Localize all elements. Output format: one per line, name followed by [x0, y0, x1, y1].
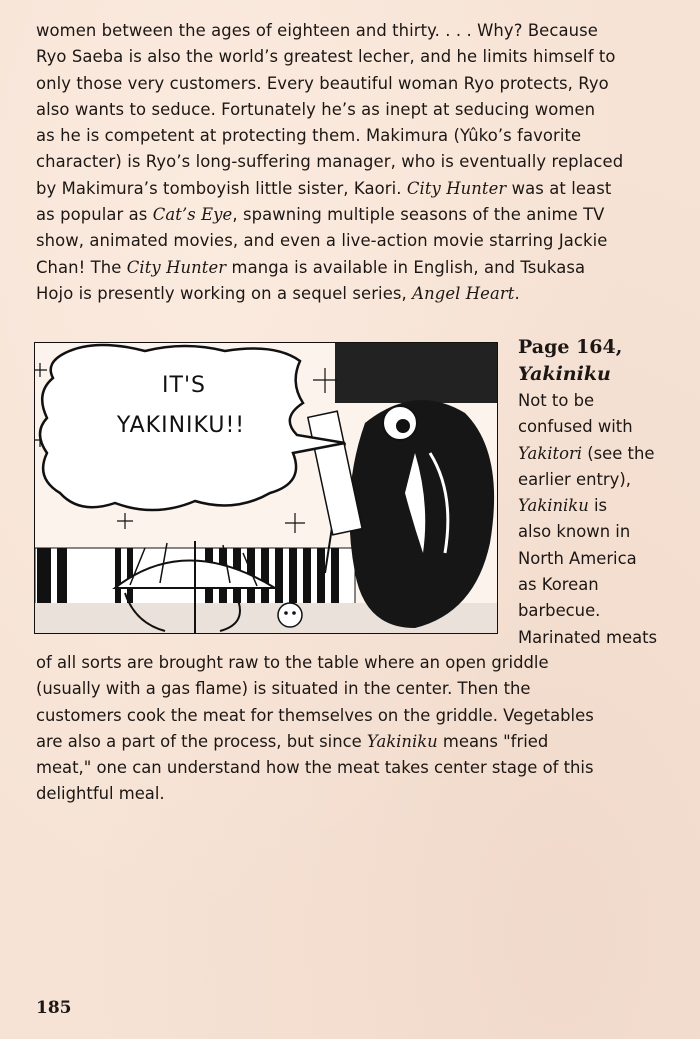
text-run: as popular as	[36, 205, 153, 225]
speech-bubble-line-2: YAKINIKU!!	[116, 413, 246, 438]
text-line: Marinated meats	[518, 627, 658, 647]
manga-panel-art	[35, 343, 497, 633]
text-run: is	[588, 496, 608, 516]
speech-bubble-line-1: IT'S	[162, 373, 206, 398]
text-line	[36, 729, 686, 755]
text-line: barbecue.	[518, 601, 601, 621]
body-paragraph-bottom	[36, 650, 686, 808]
italic-title: City Hunter	[126, 257, 227, 277]
text-run: manga is available in English, and Tsukasa	[226, 257, 586, 277]
italic-term: Yakiniku	[518, 496, 589, 516]
text-line: also wants to seduce. Fortunately he’s as inept at seducing women	[36, 99, 596, 119]
entry-heading-term: Yakiniku	[518, 363, 611, 385]
italic-term: Yakiniku	[366, 731, 438, 751]
text-line	[36, 255, 686, 281]
manga-panel-illustration	[34, 342, 498, 634]
text-run: was at least	[506, 178, 612, 198]
text-run: Chan! The	[36, 257, 127, 277]
text-line: character) is Ryo’s long-suffering manager, who is eventually replaced	[36, 152, 624, 172]
text-run: by Makimura’s tomboyish little sister, Kaori.	[36, 178, 402, 198]
entry-heading-page: Page 164,	[518, 336, 623, 358]
text-line: as Korean	[518, 575, 599, 595]
text-line: (usually with a gas flame) is situated in the center. Then the	[36, 679, 531, 699]
text-line: as he is competent at protecting them. Makimura (Yûko’s favorite	[36, 126, 582, 146]
body-paragraph-top	[36, 18, 686, 307]
text-line	[518, 441, 694, 467]
text-line: customers cook the meat for themselves on the griddle. Vegetables	[36, 705, 594, 725]
text-line: also known in	[518, 522, 631, 542]
text-line: only those very customers. Every beautiful woman Ryo protects, Ryo	[36, 73, 609, 93]
text-line: meat," one can understand how the meat takes center stage of this	[36, 758, 594, 778]
text-line: delightful meal.	[36, 784, 165, 804]
italic-title: Angel Heart	[412, 283, 515, 303]
text-run: are also a part of the process, but since	[36, 731, 367, 751]
text-line	[36, 202, 686, 228]
small-character	[278, 603, 302, 627]
glossary-entry-side	[518, 334, 694, 651]
text-line	[36, 176, 686, 202]
text-line: of all sorts are brought raw to the table where an open griddle	[36, 653, 549, 672]
dark-foliage	[335, 343, 497, 403]
page-number: 185	[36, 998, 72, 1018]
italic-term: Yakitori	[518, 443, 583, 463]
text-run: means "fried	[437, 731, 549, 751]
text-line: North America	[518, 548, 637, 568]
text-line	[36, 281, 686, 307]
text-line	[518, 493, 694, 519]
text-line: confused with	[518, 417, 633, 437]
text-run: (see the	[582, 443, 655, 463]
text-line: Not to be	[518, 391, 595, 410]
text-line: women between the ages of eighteen and thirty. . . . Why? Because	[36, 21, 598, 40]
italic-title: Cat’s Eye	[152, 205, 233, 225]
text-line: Ryo Saeba is also the world’s greatest lecher, and he limits himself to	[36, 47, 616, 67]
text-run: .	[514, 283, 520, 303]
italic-title: City Hunter	[401, 178, 507, 198]
text-line: earlier entry),	[518, 469, 631, 489]
text-run: Hojo is presently working on a sequel series,	[36, 283, 413, 303]
text-line: show, animated movies, and even a live-action movie starring Jackie	[36, 231, 608, 251]
text-run: , spawning multiple seasons of the anime TV	[232, 205, 605, 225]
